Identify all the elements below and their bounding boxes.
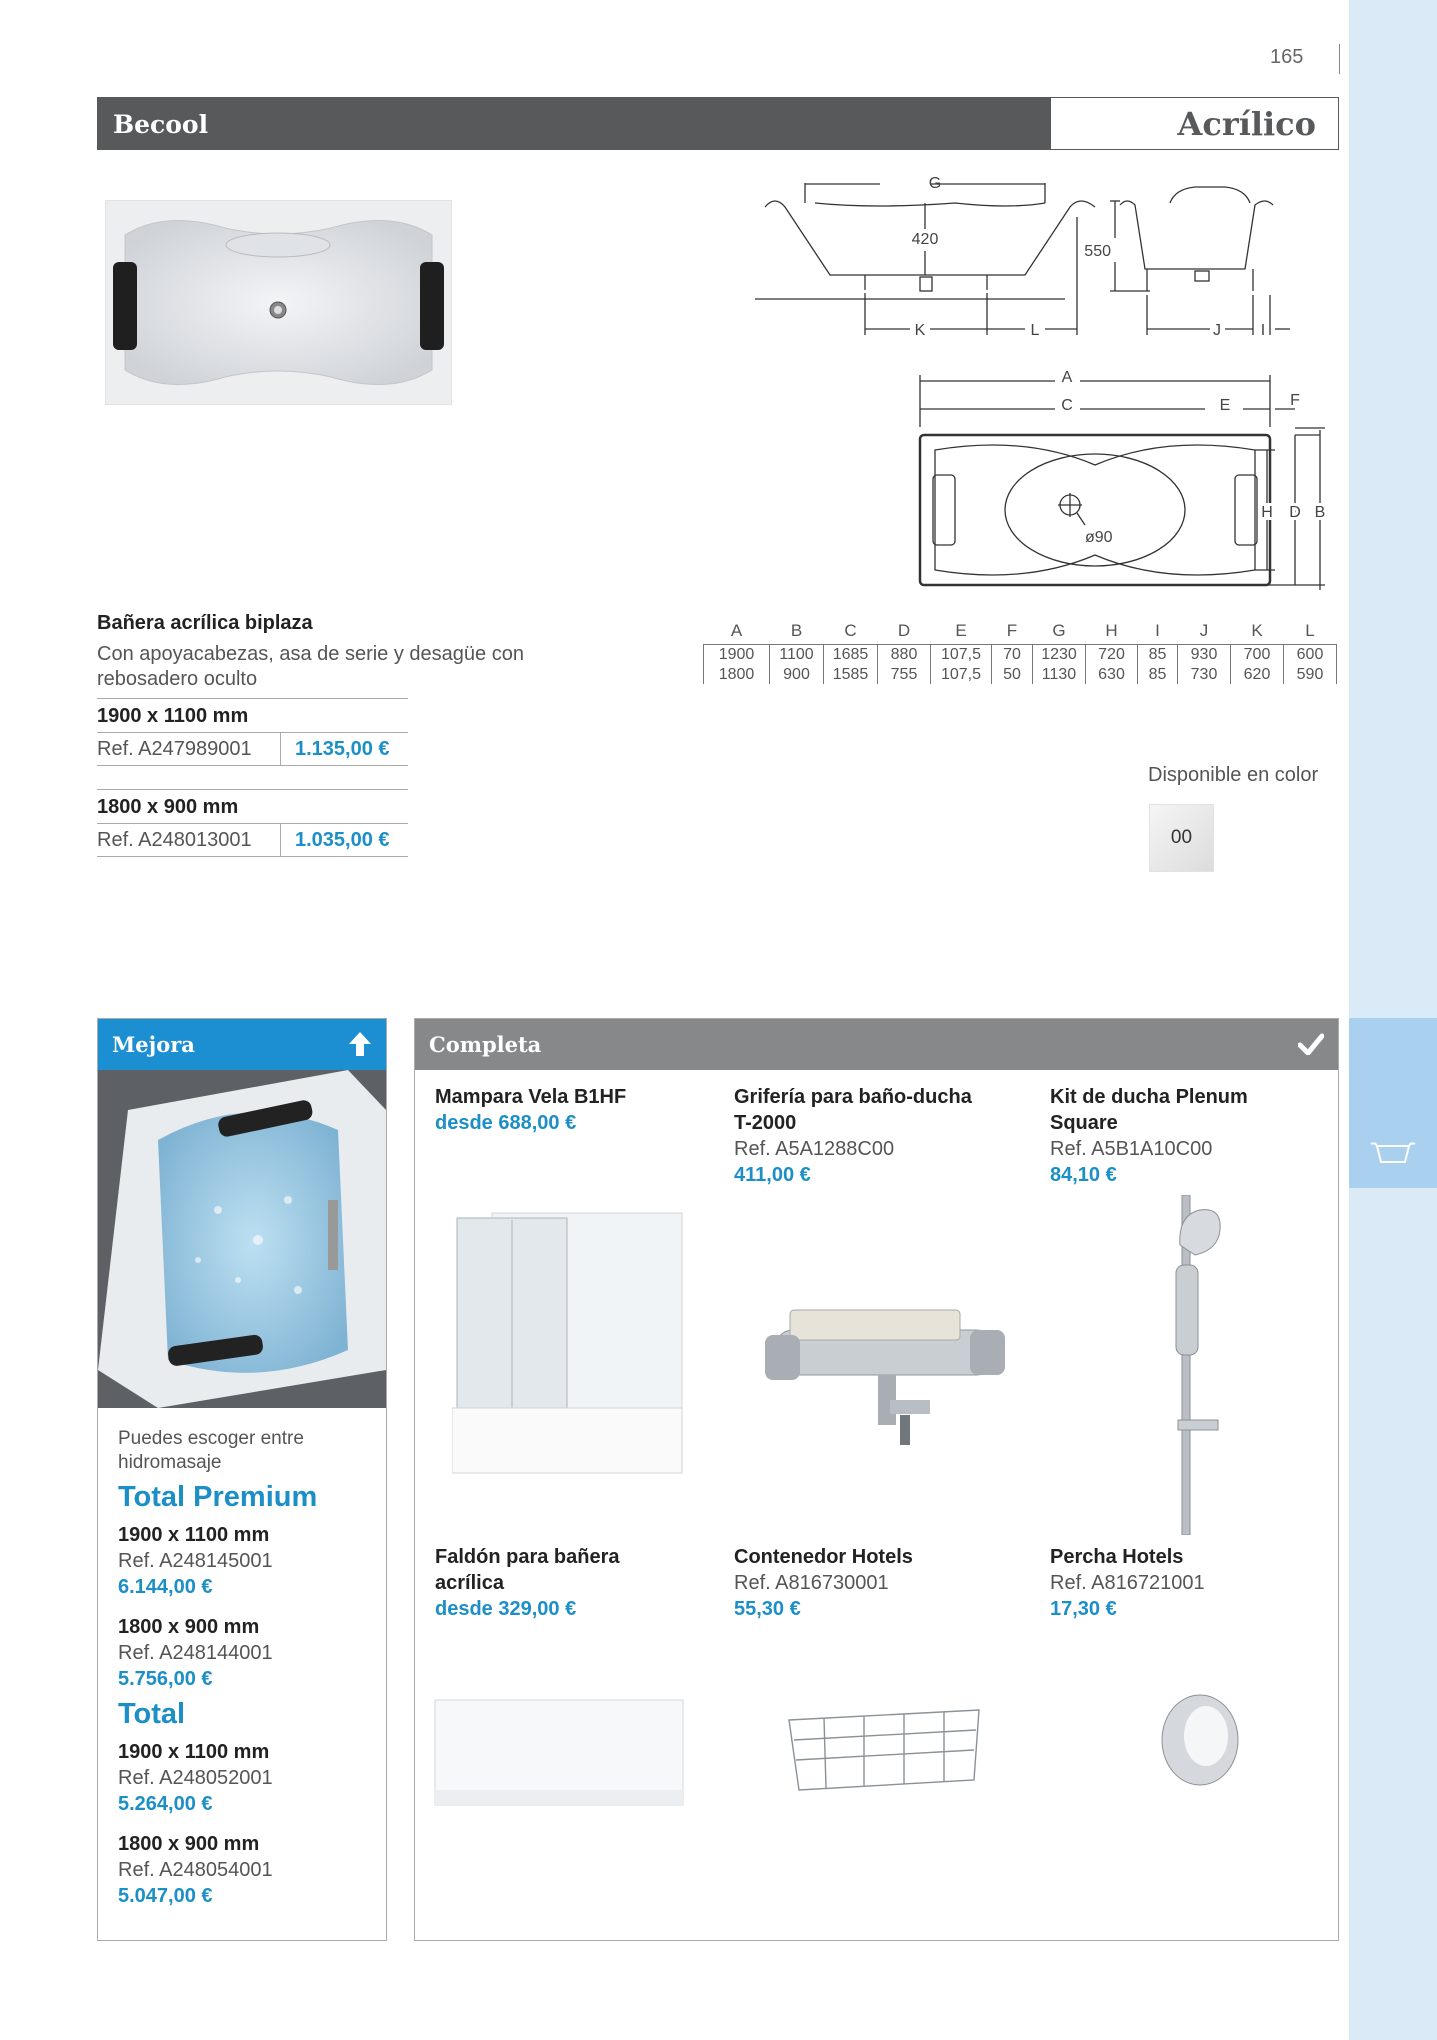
price: 5.047,00 € [118,1885,213,1907]
price: 5.756,00 € [118,1668,213,1690]
accessory-price: desde 688,00 € [435,1112,577,1134]
accessory-name-cont: Square [1050,1112,1118,1134]
accessory-item[interactable] [1050,1544,1205,1622]
checkmark-icon [1298,1033,1324,1055]
size-option [97,789,408,857]
column-header: B [790,620,803,640]
material-box [1050,97,1339,150]
accessory-name: Mampara Vela B1HF [435,1086,627,1108]
dim-label-i: I [1260,322,1266,339]
accessory-name-cont: T-2000 [734,1112,797,1134]
size-option [97,698,408,766]
accessory-price: 84,10 € [1050,1164,1117,1186]
completa-title: Completa [429,1032,542,1057]
table-header-row [704,618,1337,644]
table-cell: 1800 [704,664,770,684]
accessory-name-cont: acrílica [435,1572,504,1594]
series-title: Becool [113,110,209,139]
hydromassage-photo [98,1070,386,1408]
ref-code: Ref. A248144001 [118,1642,273,1664]
accessory-name: Percha Hotels [1050,1546,1184,1568]
column-header: C [844,620,857,640]
ref-code: Ref. A248145001 [118,1550,273,1572]
accessory-ref: Ref. A816721001 [1050,1572,1205,1594]
ref-row [97,732,408,766]
color-code: 00 [1170,827,1193,848]
table-cell: 730 [1178,664,1231,684]
accessory-price: 55,30 € [734,1598,801,1620]
accessory-ref: Ref. A816730001 [734,1572,889,1594]
table-cell: 85 [1138,644,1178,664]
dim-label-j: J [1213,322,1221,339]
bath-panel-image [430,1695,688,1815]
column-header: J [1199,620,1209,640]
technical-drawing [755,165,1345,600]
table-cell: 50 [992,664,1033,684]
dim-label-a: A [1061,369,1073,386]
table-cell: 930 [1178,644,1231,664]
dim-label-k: K [914,322,926,339]
shower-kit-image [1150,1195,1230,1535]
option-group-title: Total Premium [118,1481,318,1513]
accessory-item[interactable] [435,1544,620,1622]
ref-code: Ref. A248054001 [118,1859,273,1881]
table-row [704,644,1337,664]
ref-row [97,823,408,857]
bathtub-icon [1369,1138,1417,1168]
table-cell: 70 [992,644,1033,664]
table-cell: 700 [1231,644,1284,664]
column-header: F [1006,620,1018,640]
arrow-up-icon [348,1031,372,1057]
dim-label-c: C [1061,397,1073,414]
table-cell: 107,5 [931,664,992,684]
table-cell: 107,5 [931,644,992,664]
dim-label-e: E [1219,397,1231,414]
accessory-price: 17,30 € [1050,1598,1117,1620]
table-cell: 1130 [1033,664,1086,684]
color-label: Disponible en color [1148,764,1319,786]
table-cell: 630 [1086,664,1138,684]
column-header: D [897,620,911,640]
accessory-price: 411,00 € [734,1164,811,1186]
accessory-price: desde 329,00 € [435,1598,577,1620]
option-group-title: Total [118,1698,186,1730]
table-cell: 620 [1231,664,1284,684]
size-label: 1900 x 1100 mm [118,1524,270,1546]
price: 1.035,00 € [295,828,390,851]
table-cell: 720 [1086,644,1138,664]
accessory-ref: Ref. A5B1A10C00 [1050,1138,1213,1160]
ref-code: Ref. A248013001 [97,824,281,856]
table-cell: 755 [878,664,931,684]
column-header: K [1251,620,1263,640]
column-header: A [730,620,743,640]
table-cell: 85 [1138,664,1178,684]
shower-screen-image [452,1208,686,1478]
accessory-name: Kit de ducha Plenum [1050,1086,1248,1108]
ref-code: Ref. A248052001 [118,1767,273,1789]
dim-label-550: 550 [1084,243,1111,260]
dim-label-f: F [1290,392,1300,409]
divider [1339,44,1340,74]
accessory-item[interactable] [734,1084,972,1188]
table-cell: 900 [770,664,824,684]
page-number: 165 [1270,46,1304,68]
column-header: L [1305,620,1315,640]
bathtub-photo [105,200,452,405]
size-label: 1800 x 900 mm [118,1616,260,1638]
accessory-name: Faldón para bañera [435,1546,620,1568]
accessory-item[interactable] [1050,1084,1248,1188]
accessory-name: Contenedor Hotels [734,1546,913,1568]
column-header: I [1155,620,1160,640]
column-header: H [1105,620,1118,640]
table-cell: 1100 [770,644,824,664]
accessory-item[interactable] [734,1544,913,1622]
product-description: Con apoyacabezas, asa de serie y desagüe con rebosadero oculto [97,643,524,690]
mejora-title: Mejora [112,1032,195,1057]
mejora-header [98,1019,386,1070]
table-cell: 590 [1284,664,1337,684]
price: 1.135,00 € [295,737,390,760]
dim-label-g: G [928,175,942,192]
column-header: G [1052,620,1066,640]
mejora-body [98,1413,386,1909]
dim-label-b: B [1314,504,1326,521]
price: 6.144,00 € [118,1576,213,1598]
hook-image [1150,1690,1250,1800]
accessory-ref: Ref. A5A1288C00 [734,1138,895,1160]
color-swatch[interactable] [1149,804,1214,872]
header-bar [97,97,1050,150]
accessory-name: Grifería para baño-ducha [734,1086,972,1108]
section-tab-bathtubs[interactable] [1349,1018,1437,1188]
dim-label-d: D [1289,504,1301,521]
mejora-intro: Puedes escoger entre hidromasaje [118,1428,304,1473]
table-cell: 1230 [1033,644,1086,664]
size-label: 1800 x 900 mm [118,1833,260,1855]
table-cell: 1900 [704,644,770,664]
dim-label-h: H [1261,504,1273,521]
dim-label-l: L [1030,322,1040,339]
completa-header [415,1019,1338,1070]
table-row [704,664,1337,684]
table-cell: 1685 [824,644,878,664]
price: 5.264,00 € [118,1793,213,1815]
drain-label: ø90 [1085,529,1113,546]
ref-code: Ref. A247989001 [97,733,281,765]
thermostatic-tap-image [760,1300,1010,1450]
size-label: 1900 x 1100 mm [118,1741,270,1763]
column-header: E [955,620,967,640]
mejora-panel [97,1018,387,1941]
size-label: 1800 x 900 mm [97,789,408,823]
size-label: 1900 x 1100 mm [97,698,408,732]
dim-label-420: 420 [911,231,939,248]
table-cell: 1585 [824,664,878,684]
dimensions-table [703,618,1337,684]
basket-image [784,1700,984,1800]
material-label: Acrílico [1177,105,1316,143]
product-name: Bañera acrílica biplaza [97,612,313,634]
table-cell: 880 [878,644,931,664]
table-cell: 600 [1284,644,1337,664]
accessory-item[interactable] [435,1084,626,1136]
